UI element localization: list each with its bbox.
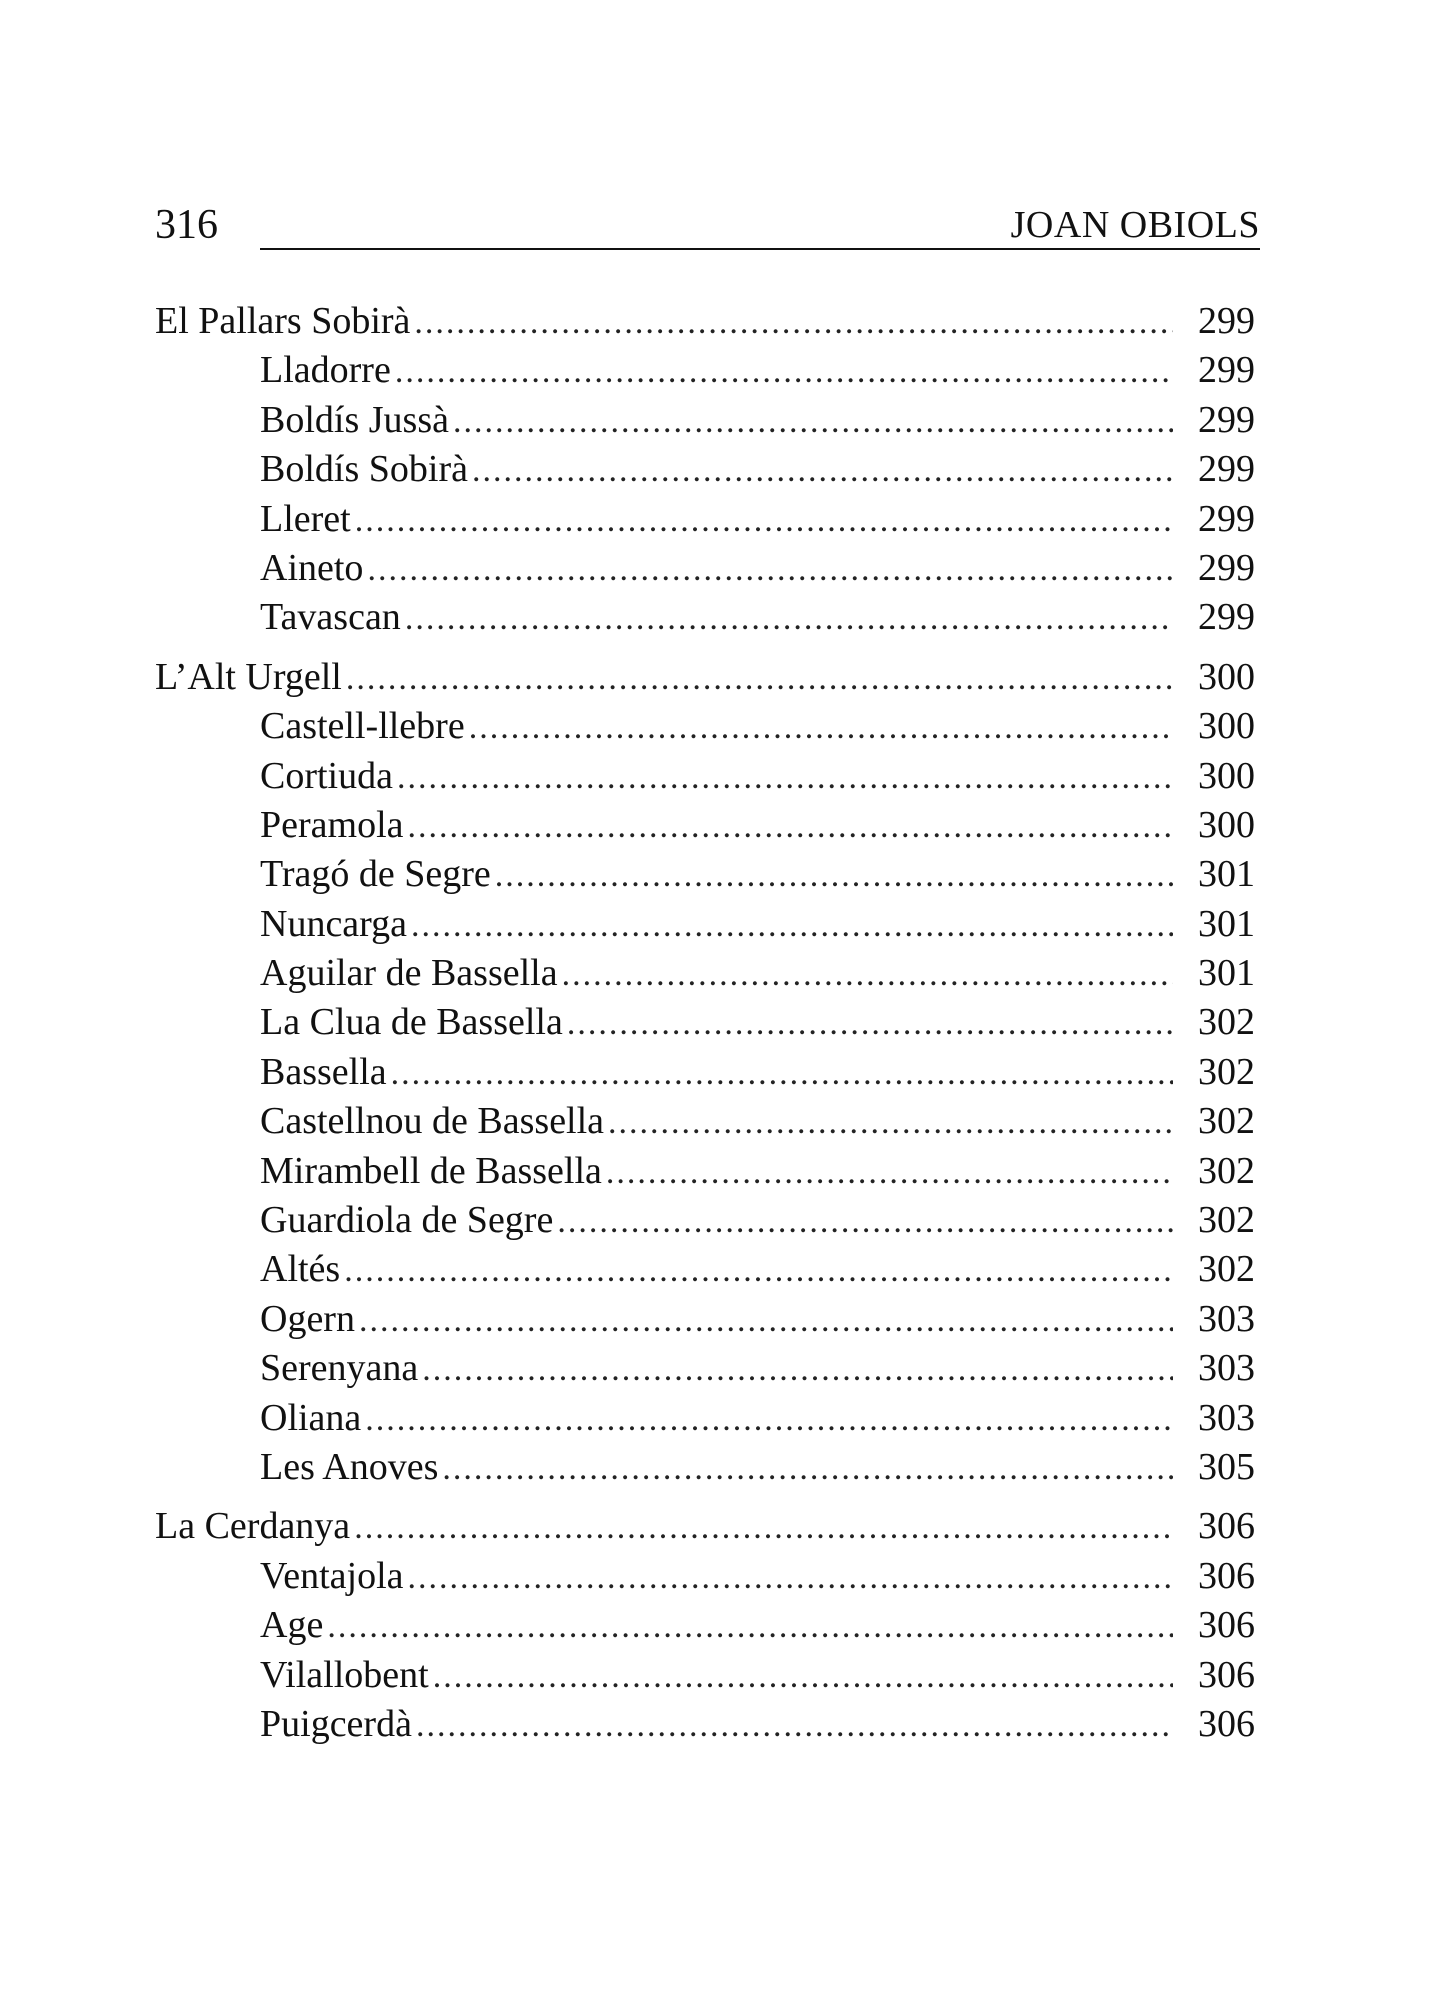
dot-leader <box>411 901 1173 949</box>
toc-entry-label: Altés <box>260 1248 341 1291</box>
toc-entry-label: Oliana <box>260 1396 362 1439</box>
toc-entry <box>155 1147 1255 1196</box>
toc-entry-page: 300 <box>1198 705 1255 748</box>
dot-leader <box>557 1197 1173 1245</box>
toc-entry <box>155 801 1255 850</box>
table-of-contents <box>155 297 1255 1749</box>
toc-entry-label: Boldís Sobirà <box>260 448 468 491</box>
toc-entry-page: 306 <box>1198 1554 1255 1597</box>
toc-entry-page: 299 <box>1198 398 1255 441</box>
dot-leader <box>414 298 1173 346</box>
dot-leader <box>397 753 1173 801</box>
toc-entry <box>155 850 1255 899</box>
toc-entry-page: 299 <box>1198 448 1255 491</box>
toc-entry <box>155 1651 1255 1700</box>
dot-leader <box>453 397 1173 445</box>
toc-entry <box>155 593 1255 642</box>
toc-entry-page: 301 <box>1198 853 1255 896</box>
toc-entry-label: Ventajola <box>260 1554 404 1597</box>
toc-entry-page: 306 <box>1198 1505 1255 1548</box>
toc-entry-page: 302 <box>1198 1248 1255 1291</box>
dot-leader <box>405 594 1173 642</box>
toc-entry-page: 303 <box>1198 1297 1255 1340</box>
dot-leader <box>469 703 1173 751</box>
dot-leader <box>391 1049 1173 1097</box>
dot-leader <box>416 1701 1173 1749</box>
toc-entry-page: 299 <box>1198 300 1255 342</box>
toc-entry-page: 299 <box>1198 349 1255 392</box>
dot-leader <box>367 545 1173 593</box>
toc-entry-label: Tragó de Segre <box>260 853 491 896</box>
dot-leader <box>359 1296 1173 1344</box>
dot-leader <box>408 1553 1173 1601</box>
toc-entry-label: Boldís Jussà <box>260 398 449 441</box>
toc-entry-page: 303 <box>1198 1396 1255 1439</box>
toc-entry <box>155 949 1255 998</box>
dot-leader <box>355 496 1173 544</box>
dot-leader <box>395 347 1173 395</box>
toc-entry-page: 302 <box>1198 1001 1255 1044</box>
toc-entry-label: Cortiuda <box>260 754 393 797</box>
toc-entry-label: La Clua de Bassella <box>260 1001 563 1044</box>
toc-entry-page: 299 <box>1198 546 1255 589</box>
toc-entry <box>155 346 1255 395</box>
toc-entry-page: 306 <box>1198 1653 1255 1696</box>
toc-entry-page: 300 <box>1198 803 1255 846</box>
toc-entry <box>155 752 1255 801</box>
toc-entry-page: 301 <box>1198 902 1255 945</box>
dot-leader <box>567 999 1173 1047</box>
toc-entry-label: L’Alt Urgell <box>155 655 342 698</box>
dot-leader <box>354 1503 1173 1551</box>
toc-entry <box>155 1048 1255 1097</box>
toc-entry-page: 302 <box>1198 1149 1255 1192</box>
toc-entry-label: Ogern <box>260 1297 355 1340</box>
header-rule <box>260 248 1260 250</box>
toc-entry-label: Les Anoves <box>260 1445 439 1488</box>
dot-leader <box>442 1444 1173 1492</box>
dot-leader <box>327 1602 1173 1650</box>
toc-entry <box>155 1196 1255 1245</box>
dot-leader <box>422 1345 1173 1393</box>
toc-entry-label: Castellnou de Bassella <box>260 1100 605 1143</box>
toc-entry-label: Bassella <box>260 1050 387 1093</box>
toc-entry-label: Aguilar de Bassella <box>260 952 558 995</box>
toc-entry <box>155 900 1255 949</box>
toc-entry-page: 300 <box>1198 754 1255 797</box>
toc-entry-label: Tavascan <box>260 596 401 639</box>
dot-leader <box>472 446 1173 494</box>
dot-leader <box>608 1098 1173 1146</box>
toc-entry-label: Vilallobent <box>260 1653 429 1696</box>
dot-leader <box>365 1395 1173 1443</box>
toc-entry-page: 302 <box>1198 1050 1255 1093</box>
toc-entry-page: 301 <box>1198 952 1255 995</box>
toc-entry <box>155 1245 1255 1294</box>
toc-entry-label: La Cerdanya <box>155 1505 351 1548</box>
toc-entry-label: Serenyana <box>260 1347 419 1390</box>
toc-entry <box>155 998 1255 1047</box>
toc-entry-page: 302 <box>1198 1100 1255 1143</box>
toc-entry-page: 302 <box>1198 1199 1255 1242</box>
dot-leader <box>408 802 1173 850</box>
toc-entry <box>155 445 1255 494</box>
toc-entry <box>155 1344 1255 1393</box>
toc-entry-label: Lleret <box>260 497 351 540</box>
toc-entry-label: Peramola <box>260 803 404 846</box>
dot-leader <box>606 1148 1173 1196</box>
toc-entry-page: 305 <box>1198 1445 1255 1488</box>
dot-leader <box>346 654 1173 702</box>
toc-entry <box>155 1700 1255 1749</box>
toc-region-entry <box>155 1502 1255 1551</box>
page-number: 316 <box>155 202 218 248</box>
toc-entry-page: 306 <box>1198 1702 1255 1745</box>
toc-entry-label: Mirambell de Bassella <box>260 1149 602 1192</box>
toc-entry-page: 303 <box>1198 1347 1255 1390</box>
dot-leader <box>433 1652 1173 1700</box>
toc-entry-label: Castell-llebre <box>260 705 465 748</box>
toc-entry-label: Aineto <box>260 546 364 589</box>
toc-entry <box>155 1601 1255 1650</box>
toc-entry-label: Lladorre <box>260 349 391 392</box>
toc-entry <box>155 544 1255 593</box>
dot-leader <box>562 950 1173 998</box>
page-header <box>155 198 1260 252</box>
toc-entry-label: Puigcerdà <box>260 1702 412 1745</box>
toc-entry <box>155 1394 1255 1443</box>
toc-region-entry <box>155 653 1255 702</box>
toc-entry-label: Age <box>260 1604 324 1647</box>
toc-entry-label: Guardiola de Segre <box>260 1199 554 1242</box>
toc-entry-page: 299 <box>1198 497 1255 540</box>
dot-leader <box>495 851 1173 899</box>
toc-entry <box>155 1097 1255 1146</box>
toc-entry <box>155 495 1255 544</box>
toc-entry-page: 300 <box>1198 655 1255 698</box>
toc-entry <box>155 396 1255 445</box>
toc-entry-label: El Pallars Sobirà <box>155 300 411 342</box>
running-head: JOAN OBIOLS <box>1010 204 1260 246</box>
toc-region-entry <box>155 297 1255 346</box>
toc-entry-page: 299 <box>1198 596 1255 639</box>
toc-entry <box>155 702 1255 751</box>
dot-leader <box>344 1246 1173 1294</box>
toc-entry <box>155 1552 1255 1601</box>
toc-entry <box>155 1443 1255 1492</box>
toc-entry-label: Nuncarga <box>260 902 408 945</box>
toc-entry-page: 306 <box>1198 1604 1255 1647</box>
toc-entry <box>155 1295 1255 1344</box>
